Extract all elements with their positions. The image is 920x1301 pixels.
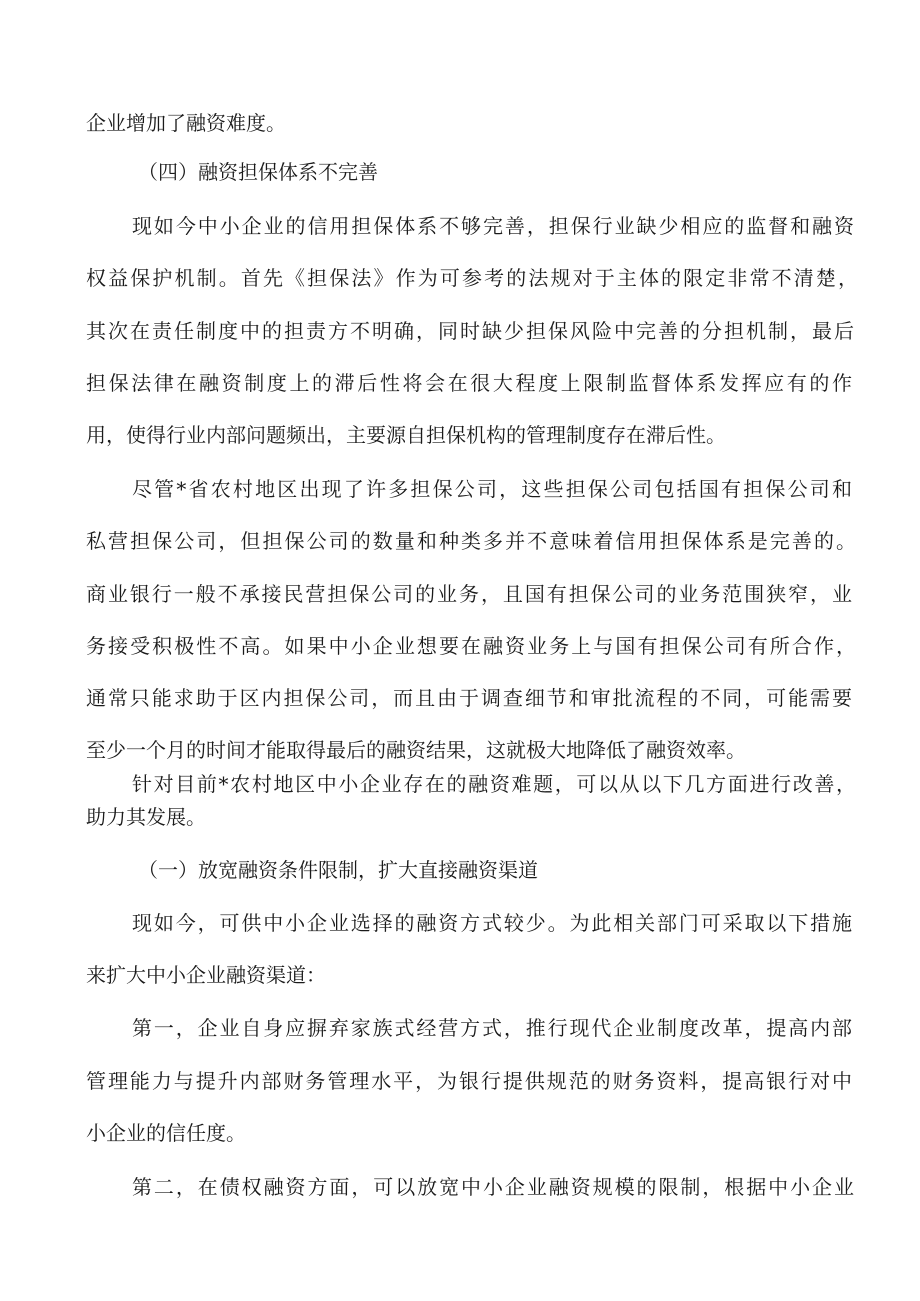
paragraph-line: 用，使得行业内部问题频出，主要源自担保机构的管理制度存在滞后性。: [86, 423, 726, 447]
paragraph-line: 通常只能求助于区内担保公司，而且由于调查细节和审批流程的不同，可能需要: [86, 686, 852, 710]
paragraph-line: 私营担保公司，但担保公司的数量和种类多并不意味着信用担保体系是完善的。: [86, 529, 856, 553]
paragraph-line: 第二，在债权融资方面，可以放宽中小企业融资规模的限制，根据中小企业: [132, 1175, 854, 1199]
paragraph-line: 第一，企业自身应摒弃家族式经营方式，推行现代企业制度改革，提高内部: [132, 1016, 852, 1040]
section-heading: （一）放宽融资条件限制，扩大直接融资渠道: [138, 858, 538, 882]
paragraph-line: 其次在责任制度中的担责方不明确，同时缺少担保风险中完善的分担机制，最后: [86, 319, 854, 343]
paragraph-line: 至少一个月的时间才能取得最后的融资结果，这就极大地降低了融资效率。: [86, 738, 746, 762]
paragraph-line: 管理能力与提升内部财务管理水平，为银行提供规范的财务资料，提高银行对中: [86, 1069, 852, 1093]
paragraph-line: 助力其发展。: [86, 805, 206, 829]
paragraph-line: 务接受积极性不高。如果中小企业想要在融资业务上与国有担保公司有所合作，: [86, 634, 856, 658]
paragraph-line: 企业增加了融资难度。: [86, 111, 286, 135]
paragraph-line: 尽管*省农村地区出现了许多担保公司，这些担保公司包括国有担保公司和: [132, 477, 852, 501]
paragraph-line: 商业银行一般不承接民营担保公司的业务，且国有担保公司的业务范围狭窄，业: [86, 582, 852, 606]
paragraph-line: 现如今中小企业的信用担保体系不够完善，担保行业缺少相应的监督和融资: [132, 214, 854, 238]
paragraph-line: 来扩大中小企业融资渠道：: [86, 963, 326, 987]
paragraph-line: 权益保护机制。首先《担保法》作为可参考的法规对于主体的限定非常不清楚，: [86, 266, 858, 290]
paragraph-line: 现如今，可供中小企业选择的融资方式较少。为此相关部门可采取以下措施: [132, 911, 852, 935]
paragraph-line: 小企业的信任度。: [86, 1121, 246, 1145]
section-heading: （四）融资担保体系不完善: [138, 160, 378, 184]
paragraph-line: 担保法律在融资制度上的滞后性将会在很大程度上限制监督体系发挥应有的作: [86, 371, 852, 395]
paragraph-line: 针对目前*农村地区中小企业存在的融资难题，可以从以下几方面进行改善，: [132, 772, 856, 796]
